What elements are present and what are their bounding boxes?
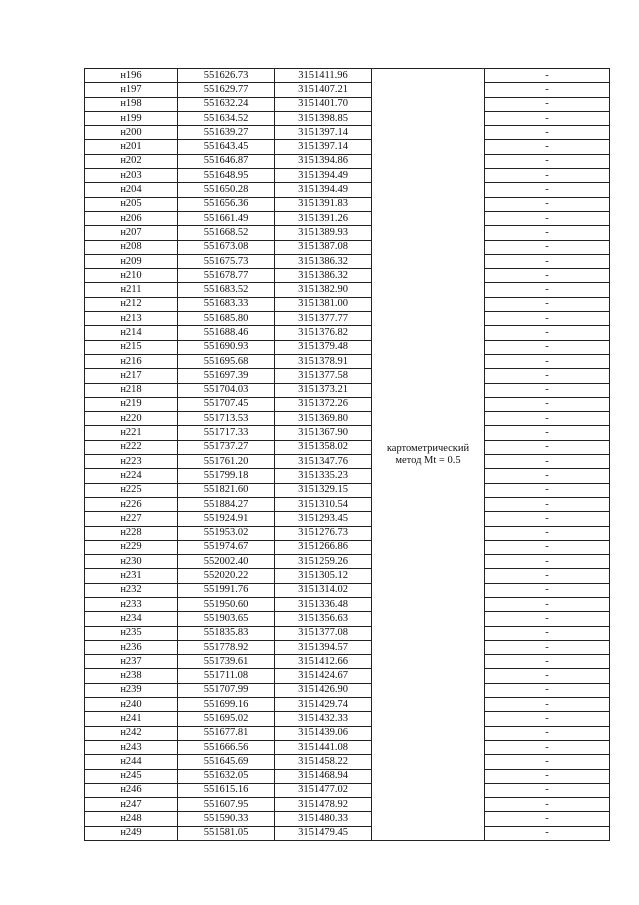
table-row: [85, 783, 610, 797]
accuracy-cell: -: [485, 412, 610, 426]
accuracy-cell: -: [485, 769, 610, 783]
x-coordinate-cell: 551677.81: [178, 726, 275, 740]
y-coordinate-cell: 3151480.33: [275, 812, 372, 826]
table-row: [85, 440, 610, 454]
table-row: [85, 512, 610, 526]
x-coordinate-cell: 551661.49: [178, 211, 275, 225]
table-row: [85, 126, 610, 140]
accuracy-cell: -: [485, 597, 610, 611]
accuracy-cell: -: [485, 555, 610, 569]
x-coordinate-cell: 551645.69: [178, 755, 275, 769]
accuracy-cell: -: [485, 497, 610, 511]
point-id-cell: н239: [85, 683, 178, 697]
y-coordinate-cell: 3151386.32: [275, 254, 372, 268]
y-coordinate-cell: 3151377.77: [275, 312, 372, 326]
point-id-cell: н229: [85, 540, 178, 554]
x-coordinate-cell: 551799.18: [178, 469, 275, 483]
accuracy-cell: -: [485, 197, 610, 211]
y-coordinate-cell: 3151468.94: [275, 769, 372, 783]
table-row: [85, 726, 610, 740]
point-id-cell: н220: [85, 412, 178, 426]
point-id-cell: н238: [85, 669, 178, 683]
table-row: [85, 197, 610, 211]
x-coordinate-cell: 551648.95: [178, 169, 275, 183]
accuracy-cell: -: [485, 655, 610, 669]
table-row: [85, 626, 610, 640]
table-row: [85, 683, 610, 697]
coordinates-table: [84, 68, 610, 841]
y-coordinate-cell: 3151389.93: [275, 226, 372, 240]
point-id-cell: н237: [85, 655, 178, 669]
y-coordinate-cell: 3151426.90: [275, 683, 372, 697]
point-id-cell: н213: [85, 312, 178, 326]
y-coordinate-cell: 3151439.06: [275, 726, 372, 740]
point-id-cell: н227: [85, 512, 178, 526]
accuracy-cell: -: [485, 269, 610, 283]
table-row: [85, 583, 610, 597]
y-coordinate-cell: 3151412.66: [275, 655, 372, 669]
table-row: [85, 469, 610, 483]
point-id-cell: н216: [85, 354, 178, 368]
table-row: [85, 183, 610, 197]
point-id-cell: н210: [85, 269, 178, 283]
y-coordinate-cell: 3151458.22: [275, 755, 372, 769]
table-row: [85, 169, 610, 183]
point-id-cell: н246: [85, 783, 178, 797]
y-coordinate-cell: 3151394.86: [275, 154, 372, 168]
y-coordinate-cell: 3151379.48: [275, 340, 372, 354]
point-id-cell: н215: [85, 340, 178, 354]
y-coordinate-cell: 3151259.26: [275, 555, 372, 569]
point-id-cell: н228: [85, 526, 178, 540]
point-id-cell: н247: [85, 798, 178, 812]
accuracy-cell: -: [485, 455, 610, 469]
point-id-cell: н234: [85, 612, 178, 626]
x-coordinate-cell: 551683.33: [178, 297, 275, 311]
y-coordinate-cell: 3151391.83: [275, 197, 372, 211]
point-id-cell: н230: [85, 555, 178, 569]
accuracy-cell: -: [485, 340, 610, 354]
accuracy-cell: -: [485, 583, 610, 597]
method-line-2: метод Mt = 0.5: [395, 454, 461, 466]
table-row: [85, 383, 610, 397]
x-coordinate-cell: 551632.05: [178, 769, 275, 783]
table-row: [85, 140, 610, 154]
table-row: [85, 655, 610, 669]
y-coordinate-cell: 3151329.15: [275, 483, 372, 497]
x-coordinate-cell: 551615.16: [178, 783, 275, 797]
x-coordinate-cell: 551707.99: [178, 683, 275, 697]
x-coordinate-cell: 551699.16: [178, 698, 275, 712]
accuracy-cell: -: [485, 169, 610, 183]
accuracy-cell: -: [485, 312, 610, 326]
table-row: [85, 426, 610, 440]
point-id-cell: н231: [85, 569, 178, 583]
table-row: [85, 569, 610, 583]
x-coordinate-cell: 551704.03: [178, 383, 275, 397]
x-coordinate-cell: 551650.28: [178, 183, 275, 197]
accuracy-cell: -: [485, 512, 610, 526]
accuracy-cell: -: [485, 726, 610, 740]
accuracy-cell: -: [485, 397, 610, 411]
accuracy-cell: -: [485, 783, 610, 797]
table-row: [85, 826, 610, 840]
table-row: [85, 483, 610, 497]
accuracy-cell: -: [485, 183, 610, 197]
point-id-cell: н196: [85, 69, 178, 83]
point-id-cell: н236: [85, 640, 178, 654]
x-coordinate-cell: 551685.80: [178, 312, 275, 326]
x-coordinate-cell: 552020.22: [178, 569, 275, 583]
table-row: [85, 211, 610, 225]
x-coordinate-cell: 551668.52: [178, 226, 275, 240]
y-coordinate-cell: 3151276.73: [275, 526, 372, 540]
y-coordinate-cell: 3151411.96: [275, 69, 372, 83]
accuracy-cell: -: [485, 812, 610, 826]
x-coordinate-cell: 551903.65: [178, 612, 275, 626]
x-coordinate-cell: 551739.61: [178, 655, 275, 669]
point-id-cell: н208: [85, 240, 178, 254]
point-id-cell: н211: [85, 283, 178, 297]
table-row: [85, 97, 610, 111]
y-coordinate-cell: 3151381.00: [275, 297, 372, 311]
accuracy-cell: -: [485, 640, 610, 654]
table-row: [85, 312, 610, 326]
y-coordinate-cell: 3151398.85: [275, 111, 372, 125]
y-coordinate-cell: 3151394.57: [275, 640, 372, 654]
accuracy-cell: -: [485, 211, 610, 225]
table-row: [85, 597, 610, 611]
point-id-cell: н202: [85, 154, 178, 168]
x-coordinate-cell: 551634.52: [178, 111, 275, 125]
x-coordinate-cell: 551688.46: [178, 326, 275, 340]
x-coordinate-cell: 551707.45: [178, 397, 275, 411]
point-id-cell: н205: [85, 197, 178, 211]
x-coordinate-cell: 551697.39: [178, 369, 275, 383]
table-row: [85, 455, 610, 469]
x-coordinate-cell: 551673.08: [178, 240, 275, 254]
x-coordinate-cell: 551711.08: [178, 669, 275, 683]
point-id-cell: н226: [85, 497, 178, 511]
table-row: [85, 740, 610, 754]
table-row: [85, 397, 610, 411]
x-coordinate-cell: 551643.45: [178, 140, 275, 154]
point-id-cell: н248: [85, 812, 178, 826]
accuracy-cell: -: [485, 798, 610, 812]
accuracy-cell: -: [485, 669, 610, 683]
y-coordinate-cell: 3151377.58: [275, 369, 372, 383]
table-row: [85, 812, 610, 826]
point-id-cell: н206: [85, 211, 178, 225]
point-id-cell: н223: [85, 455, 178, 469]
table-row: [85, 254, 610, 268]
y-coordinate-cell: 3151377.08: [275, 626, 372, 640]
y-coordinate-cell: 3151441.08: [275, 740, 372, 754]
x-coordinate-cell: 551607.95: [178, 798, 275, 812]
accuracy-cell: -: [485, 483, 610, 497]
table-row: [85, 226, 610, 240]
y-coordinate-cell: 3151477.02: [275, 783, 372, 797]
y-coordinate-cell: 3151478.92: [275, 798, 372, 812]
accuracy-cell: -: [485, 440, 610, 454]
accuracy-cell: -: [485, 683, 610, 697]
accuracy-cell: -: [485, 83, 610, 97]
table-row: [85, 698, 610, 712]
x-coordinate-cell: 551695.02: [178, 712, 275, 726]
x-coordinate-cell: 551953.02: [178, 526, 275, 540]
point-id-cell: н242: [85, 726, 178, 740]
point-id-cell: н203: [85, 169, 178, 183]
accuracy-cell: -: [485, 69, 610, 83]
table-row: [85, 497, 610, 511]
table-row: [85, 269, 610, 283]
accuracy-cell: -: [485, 469, 610, 483]
point-id-cell: н212: [85, 297, 178, 311]
point-id-cell: н241: [85, 712, 178, 726]
y-coordinate-cell: 3151394.49: [275, 183, 372, 197]
table-row: [85, 640, 610, 654]
x-coordinate-cell: 551590.33: [178, 812, 275, 826]
table-row: [85, 540, 610, 554]
method-cell: [372, 69, 485, 841]
accuracy-cell: -: [485, 154, 610, 168]
accuracy-cell: -: [485, 698, 610, 712]
accuracy-cell: -: [485, 140, 610, 154]
y-coordinate-cell: 3151397.14: [275, 126, 372, 140]
accuracy-cell: -: [485, 526, 610, 540]
point-id-cell: н232: [85, 583, 178, 597]
table-row: [85, 769, 610, 783]
y-coordinate-cell: 3151369.80: [275, 412, 372, 426]
table-row: [85, 154, 610, 168]
table-row: [85, 240, 610, 254]
point-id-cell: н233: [85, 597, 178, 611]
x-coordinate-cell: 551626.73: [178, 69, 275, 83]
table-row: [85, 340, 610, 354]
y-coordinate-cell: 3151373.21: [275, 383, 372, 397]
table-row: [85, 669, 610, 683]
accuracy-cell: -: [485, 383, 610, 397]
point-id-cell: н218: [85, 383, 178, 397]
x-coordinate-cell: 551924.91: [178, 512, 275, 526]
point-id-cell: н207: [85, 226, 178, 240]
y-coordinate-cell: 3151386.32: [275, 269, 372, 283]
point-id-cell: н201: [85, 140, 178, 154]
x-coordinate-cell: 551581.05: [178, 826, 275, 840]
y-coordinate-cell: 3151335.23: [275, 469, 372, 483]
point-id-cell: н204: [85, 183, 178, 197]
table-row: [85, 526, 610, 540]
table-row: [85, 712, 610, 726]
x-coordinate-cell: 551675.73: [178, 254, 275, 268]
x-coordinate-cell: 551666.56: [178, 740, 275, 754]
y-coordinate-cell: 3151347.76: [275, 455, 372, 469]
accuracy-cell: -: [485, 283, 610, 297]
table-row: [85, 69, 610, 83]
x-coordinate-cell: 551629.77: [178, 83, 275, 97]
accuracy-cell: -: [485, 612, 610, 626]
x-coordinate-cell: 551690.93: [178, 340, 275, 354]
table-row: [85, 755, 610, 769]
accuracy-cell: -: [485, 326, 610, 340]
x-coordinate-cell: 551632.24: [178, 97, 275, 111]
x-coordinate-cell: 551717.33: [178, 426, 275, 440]
accuracy-cell: -: [485, 626, 610, 640]
accuracy-cell: -: [485, 540, 610, 554]
table-row: [85, 283, 610, 297]
x-coordinate-cell: 551737.27: [178, 440, 275, 454]
x-coordinate-cell: 551821.60: [178, 483, 275, 497]
x-coordinate-cell: 551974.67: [178, 540, 275, 554]
point-id-cell: н245: [85, 769, 178, 783]
accuracy-cell: -: [485, 111, 610, 125]
y-coordinate-cell: 3151305.12: [275, 569, 372, 583]
point-id-cell: н217: [85, 369, 178, 383]
y-coordinate-cell: 3151378.91: [275, 354, 372, 368]
y-coordinate-cell: 3151387.08: [275, 240, 372, 254]
table-row: [85, 798, 610, 812]
table-row: [85, 297, 610, 311]
table-row: [85, 354, 610, 368]
y-coordinate-cell: 3151310.54: [275, 497, 372, 511]
point-id-cell: н219: [85, 397, 178, 411]
x-coordinate-cell: 551778.92: [178, 640, 275, 654]
x-coordinate-cell: 551646.87: [178, 154, 275, 168]
x-coordinate-cell: 551835.83: [178, 626, 275, 640]
accuracy-cell: -: [485, 755, 610, 769]
accuracy-cell: -: [485, 569, 610, 583]
y-coordinate-cell: 3151376.82: [275, 326, 372, 340]
x-coordinate-cell: 551884.27: [178, 497, 275, 511]
x-coordinate-cell: 551761.20: [178, 455, 275, 469]
table-row: [85, 111, 610, 125]
table-row: [85, 83, 610, 97]
accuracy-cell: -: [485, 126, 610, 140]
accuracy-cell: -: [485, 297, 610, 311]
point-id-cell: н222: [85, 440, 178, 454]
point-id-cell: н243: [85, 740, 178, 754]
y-coordinate-cell: 3151372.26: [275, 397, 372, 411]
y-coordinate-cell: 3151367.90: [275, 426, 372, 440]
table-row: [85, 555, 610, 569]
table-row: [85, 612, 610, 626]
y-coordinate-cell: 3151429.74: [275, 698, 372, 712]
coordinates-table-body: [85, 69, 610, 841]
y-coordinate-cell: 3151394.49: [275, 169, 372, 183]
y-coordinate-cell: 3151397.14: [275, 140, 372, 154]
y-coordinate-cell: 3151336.48: [275, 597, 372, 611]
point-id-cell: н199: [85, 111, 178, 125]
x-coordinate-cell: 551639.27: [178, 126, 275, 140]
y-coordinate-cell: 3151314.02: [275, 583, 372, 597]
x-coordinate-cell: 551950.60: [178, 597, 275, 611]
y-coordinate-cell: 3151424.67: [275, 669, 372, 683]
point-id-cell: н221: [85, 426, 178, 440]
point-id-cell: н225: [85, 483, 178, 497]
accuracy-cell: -: [485, 226, 610, 240]
point-id-cell: н214: [85, 326, 178, 340]
table-row: [85, 369, 610, 383]
accuracy-cell: -: [485, 254, 610, 268]
point-id-cell: н235: [85, 626, 178, 640]
accuracy-cell: -: [485, 97, 610, 111]
table-row: [85, 412, 610, 426]
accuracy-cell: -: [485, 740, 610, 754]
accuracy-cell: -: [485, 826, 610, 840]
x-coordinate-cell: 552002.40: [178, 555, 275, 569]
method-line-1: картометрический: [386, 442, 470, 454]
y-coordinate-cell: 3151293.45: [275, 512, 372, 526]
point-id-cell: н200: [85, 126, 178, 140]
accuracy-cell: -: [485, 369, 610, 383]
x-coordinate-cell: 551695.68: [178, 354, 275, 368]
accuracy-cell: -: [485, 240, 610, 254]
point-id-cell: н249: [85, 826, 178, 840]
x-coordinate-cell: 551991.76: [178, 583, 275, 597]
y-coordinate-cell: 3151358.02: [275, 440, 372, 454]
y-coordinate-cell: 3151407.21: [275, 83, 372, 97]
y-coordinate-cell: 3151382.90: [275, 283, 372, 297]
y-coordinate-cell: 3151266.86: [275, 540, 372, 554]
point-id-cell: н224: [85, 469, 178, 483]
y-coordinate-cell: 3151356.63: [275, 612, 372, 626]
accuracy-cell: -: [485, 354, 610, 368]
accuracy-cell: -: [485, 426, 610, 440]
y-coordinate-cell: 3151479.45: [275, 826, 372, 840]
x-coordinate-cell: 551678.77: [178, 269, 275, 283]
point-id-cell: н240: [85, 698, 178, 712]
x-coordinate-cell: 551656.36: [178, 197, 275, 211]
table-row: [85, 326, 610, 340]
y-coordinate-cell: 3151401.70: [275, 97, 372, 111]
point-id-cell: н198: [85, 97, 178, 111]
accuracy-cell: -: [485, 712, 610, 726]
y-coordinate-cell: 3151391.26: [275, 211, 372, 225]
x-coordinate-cell: 551713.53: [178, 412, 275, 426]
point-id-cell: н197: [85, 83, 178, 97]
point-id-cell: н244: [85, 755, 178, 769]
x-coordinate-cell: 551683.52: [178, 283, 275, 297]
y-coordinate-cell: 3151432.33: [275, 712, 372, 726]
point-id-cell: н209: [85, 254, 178, 268]
